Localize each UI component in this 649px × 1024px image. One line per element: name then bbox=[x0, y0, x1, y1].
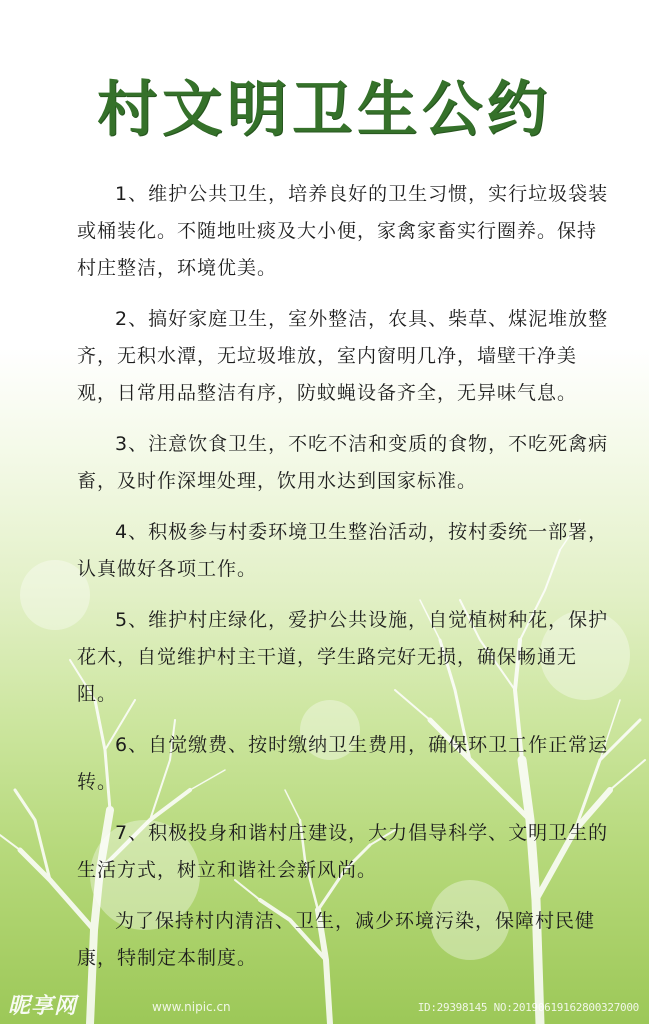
rule-item-2: 2、搞好家庭卫生，室外整洁，农具、柴草、煤泥堆放整齐，无积水潭，无垃圾堆放，室内窗明几净，墙壁干净美观，日常用品整洁有序，防蚊蝇设备齐全，无异味气息。 bbox=[77, 308, 609, 404]
rule-item-6: 6、自觉缴费、按时缴纳卫生费用，确保环卫工作正常运转。 bbox=[77, 734, 609, 793]
rule-item-5: 5、维护村庄绿化，爱护公共设施，自觉植树种花，保护花木，自觉维护村主干道，学生路完好无损，确保畅通无阻。 bbox=[77, 609, 609, 705]
watermark-site-name: 昵享网 bbox=[8, 994, 78, 1019]
watermark-id: ID:29398145 NO:20190619162800327000 bbox=[417, 1001, 639, 1014]
closing-statement: 为了保持村内清洁、卫生，减少环境污染，保障村民健康，特制定本制度。 bbox=[77, 910, 596, 969]
rules-content bbox=[77, 176, 610, 991]
watermark-url: www.nipic.cn bbox=[152, 1000, 231, 1014]
rule-item-1: 1、维护公共卫生，培养良好的卫生习惯，实行垃圾袋装或桶装化。不随地吐痰及大小便，家禽家畜实行圈养。保持村庄整洁，环境优美。 bbox=[77, 183, 609, 279]
page-title: 村文明卫生公约 bbox=[97, 75, 552, 145]
rule-item-7: 7、积极投身和谐村庄建设，大力倡导科学、文明卫生的生活方式，树立和谐社会新风尚。 bbox=[77, 822, 609, 881]
rule-item-3: 3、注意饮食卫生，不吃不洁和变质的食物，不吃死禽病畜，及时作深埋处理，饮用水达到国家标准。 bbox=[77, 433, 609, 492]
rule-item-4: 4、积极参与村委环境卫生整治活动，按村委统一部署，认真做好各项工作。 bbox=[77, 521, 609, 580]
